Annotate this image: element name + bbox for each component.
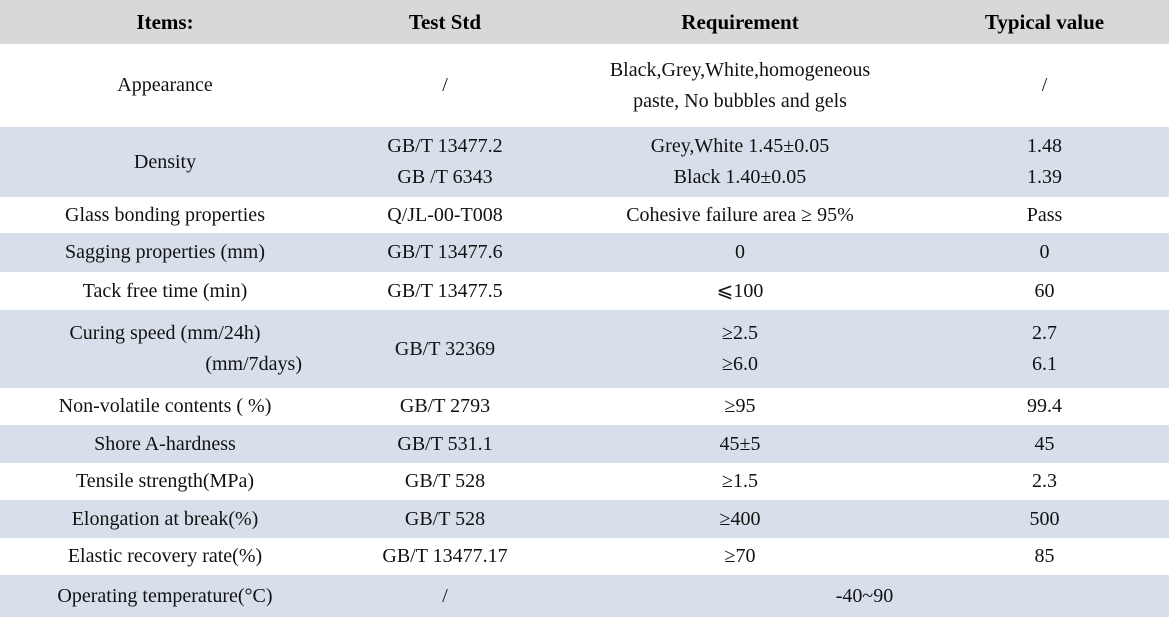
typical-value-line: 2.7 [1032, 322, 1057, 344]
cell-typical-value: 99.4 [1027, 395, 1062, 417]
cell-test-std: GB/T 528 [404, 470, 486, 492]
cell-requirement [560, 127, 920, 197]
requirement-line: ≥6.0 [722, 353, 758, 375]
column-header-items: Items: [136, 9, 194, 34]
row-glass-bonding [0, 197, 1169, 233]
cell-typical-value: / [1041, 74, 1048, 96]
cell-item: Non-volatile contents ( %) [58, 395, 272, 417]
cell-test-std: / [442, 584, 448, 607]
requirement-line: Black 1.40±0.05 [673, 166, 807, 188]
typical-value-line: 6.1 [1032, 353, 1057, 375]
cell-typical-value: 85 [1034, 545, 1055, 567]
cell-test-std: GB/T 13477.6 [387, 241, 503, 263]
test-std-line: GB /T 6343 [397, 166, 493, 188]
cell-requirement-span: -40~90 [835, 584, 894, 607]
cell-requirement: ≥1.5 [722, 470, 758, 492]
row-density [0, 127, 1169, 197]
cell-item: Appearance [117, 74, 213, 96]
header-row [0, 0, 1169, 44]
row-elongation [0, 500, 1169, 538]
cell-typical-value: 45 [1034, 432, 1055, 455]
typical-value-line: 1.48 [1027, 135, 1062, 157]
cell-requirement: 0 [735, 241, 745, 263]
cell-typical-value: 2.3 [1032, 470, 1057, 492]
cell-requirement [560, 310, 920, 388]
cell-item: Density [133, 150, 197, 173]
cell-requirement: 45±5 [719, 432, 761, 455]
cell-item: Elongation at break(%) [71, 507, 259, 530]
cell-item: Elastic recovery rate(%) [67, 545, 263, 567]
requirement-line: paste, No bubbles and gels [633, 89, 847, 112]
cell-item: Tensile strength(MPa) [75, 470, 254, 492]
row-elastic-recovery [0, 538, 1169, 575]
row-curing-speed [0, 310, 1169, 388]
cell-test-std: GB/T 13477.17 [382, 545, 508, 567]
item-line: Curing speed (mm/24h) [69, 322, 261, 344]
column-header-test-std: Test Std [408, 9, 482, 34]
cell-item: Shore A-hardness [94, 432, 236, 455]
row-tensile-strength [0, 463, 1169, 500]
item-line: (mm/7days) [205, 353, 302, 375]
cell-test-std: / [442, 74, 448, 96]
row-sagging [0, 233, 1169, 272]
test-std-line: GB/T 13477.2 [387, 135, 503, 157]
row-appearance [0, 44, 1169, 127]
cell-typical-value: Pass [1026, 203, 1063, 226]
cell-typical-value: 60 [1034, 279, 1055, 302]
cell-item: Sagging properties (mm) [65, 241, 265, 263]
cell-requirement: ≥70 [724, 545, 756, 567]
cell-requirement: ≥400 [719, 507, 761, 530]
cell-item: Glass bonding properties [65, 203, 265, 226]
cell-requirement: ⩽100 [716, 279, 764, 302]
requirement-line: Grey,White 1.45±0.05 [650, 135, 830, 157]
cell-test-std [330, 127, 560, 197]
cell-requirement: Cohesive failure area ≥ 95% [626, 203, 854, 226]
requirement-line: Black,Grey,White,homogeneous [609, 58, 871, 81]
cell-typical-value: 0 [1039, 241, 1050, 263]
column-header-requirement: Requirement [681, 9, 799, 34]
cell-test-std: GB/T 32369 [394, 337, 496, 360]
row-operating-temperature [0, 575, 1169, 617]
row-shore-hardness [0, 425, 1169, 463]
cell-test-std: GB/T 528 [404, 507, 486, 530]
cell-typical-value [920, 127, 1169, 197]
cell-requirement: ≥95 [724, 395, 756, 417]
cell-test-std: Q/JL-00-T008 [387, 203, 503, 226]
cell-item [0, 310, 330, 388]
cell-test-std: GB/T 531.1 [397, 432, 493, 455]
cell-test-std: GB/T 2793 [399, 395, 491, 417]
cell-item: Tack free time (min) [82, 279, 248, 302]
requirement-line: ≥2.5 [722, 322, 758, 344]
cell-test-std: GB/T 13477.5 [387, 279, 503, 302]
row-non-volatile [0, 388, 1169, 425]
cell-requirement [560, 44, 920, 127]
cell-typical-value: 500 [1029, 507, 1060, 530]
cell-typical-value [920, 310, 1169, 388]
column-header-typical-value: Typical value [984, 9, 1105, 34]
typical-value-line: 1.39 [1027, 166, 1062, 188]
cell-item: Operating temperature(°C) [57, 584, 273, 607]
row-tack-free-time [0, 272, 1169, 310]
